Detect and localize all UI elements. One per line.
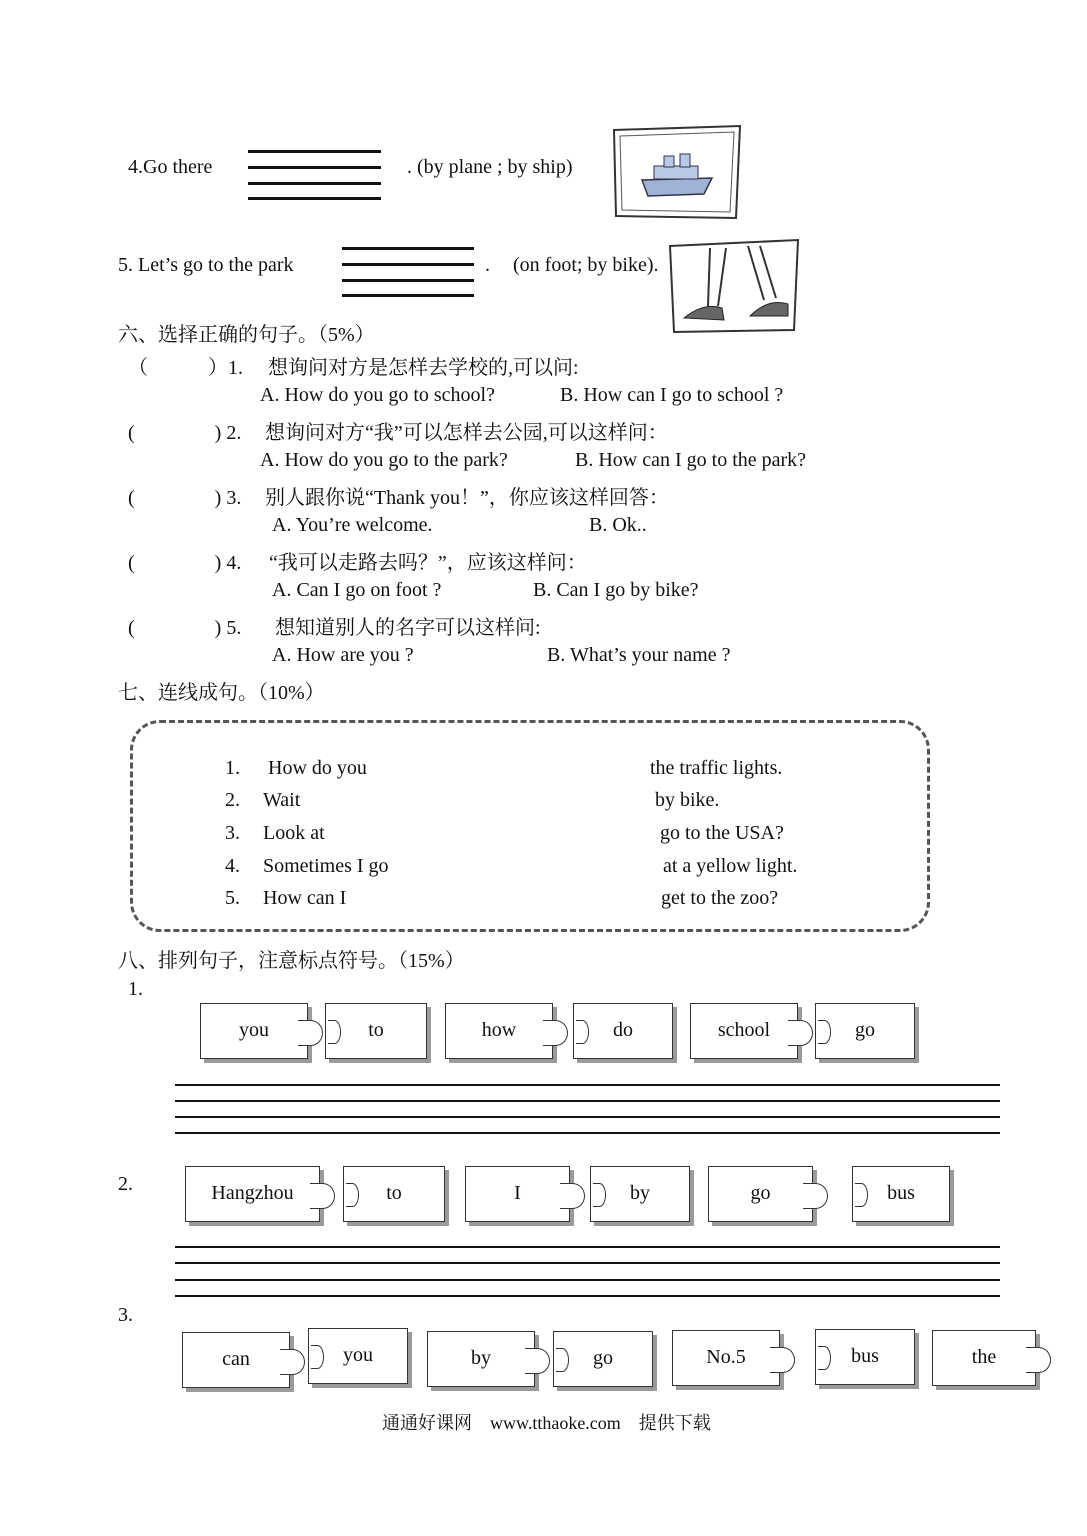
q5-dot: . — [485, 254, 490, 276]
match-left-num: 1. — [225, 757, 240, 779]
part8-q1-num: 1. — [128, 978, 143, 1000]
word-card[interactable]: go — [815, 1003, 915, 1059]
part6-item2-paren[interactable]: ( ) 2. — [128, 422, 242, 444]
match-left-item[interactable]: Wait — [263, 789, 301, 811]
match-right-item[interactable]: by bike. — [655, 789, 720, 811]
part6-item2-option-b: B. How can I go to the park? — [575, 449, 807, 471]
part6-item1-paren[interactable]: （ ）1. — [128, 357, 243, 379]
part8-q3-num: 3. — [118, 1304, 133, 1326]
word-card[interactable]: by — [427, 1331, 535, 1387]
answer-line[interactable] — [248, 197, 381, 200]
part6-item1-option-a: A. How do you go to school? — [260, 384, 495, 406]
writing-line[interactable] — [175, 1116, 1000, 1118]
word-card[interactable]: you — [308, 1328, 408, 1384]
match-left-num: 5. — [225, 887, 240, 909]
match-left-num: 3. — [225, 822, 240, 844]
part6-item3-paren[interactable]: ( ) 3. — [128, 487, 242, 509]
match-right-item[interactable]: get to the zoo? — [661, 887, 779, 909]
match-right-item[interactable]: the traffic lights. — [650, 757, 783, 779]
answer-line[interactable] — [248, 166, 381, 169]
part6-heading: 六、选择正确的句子。（5%） — [118, 324, 375, 346]
part6-item4-option-a: A. Can I go on foot ? — [272, 579, 442, 601]
word-card[interactable]: go — [708, 1166, 813, 1222]
part6-item5-question: 想知道别人的名字可以这样问: — [275, 617, 541, 639]
q5-suffix: (on foot; by bike). — [513, 254, 659, 276]
word-card[interactable]: bus — [815, 1329, 915, 1385]
part6-item5-option-a: A. How are you ? — [272, 644, 414, 666]
match-left-num: 2. — [225, 789, 240, 811]
word-card[interactable]: how — [445, 1003, 553, 1059]
word-card[interactable]: the — [932, 1330, 1036, 1386]
word-card[interactable]: by — [590, 1166, 690, 1222]
part8-heading: 八、排列句子，注意标点符号。（15%） — [118, 950, 465, 972]
part6-item3-option-b: B. Ok.. — [589, 514, 647, 536]
part6-item4-question: “我可以走路去吗？”，应该这样问： — [269, 552, 587, 574]
footer-text: 通通好课网 www.tthaoke.com 提供下载 — [382, 1413, 711, 1433]
part6-item4-option-b: B. Can I go by bike? — [533, 579, 699, 601]
q4-suffix: . (by plane ; by ship) — [407, 156, 573, 178]
part6-item2-option-a: A. How do you go to the park? — [260, 449, 508, 471]
part8-q2-num: 2. — [118, 1173, 133, 1195]
word-card[interactable]: bus — [852, 1166, 950, 1222]
match-left-item[interactable]: How can I — [263, 887, 347, 909]
answer-line[interactable] — [342, 279, 474, 282]
part6-item1-question: 想询问对方是怎样去学校的,可以问: — [268, 357, 579, 379]
word-card[interactable]: No.5 — [672, 1330, 780, 1386]
part6-item5-paren[interactable]: ( ) 5. — [128, 617, 242, 639]
walking-feet-picture — [664, 236, 804, 336]
word-card[interactable]: go — [553, 1331, 653, 1387]
part6-item4-paren[interactable]: ( ) 4. — [128, 552, 242, 574]
part7-heading: 七、连线成句。（10%） — [118, 682, 325, 704]
word-card[interactable]: do — [573, 1003, 673, 1059]
answer-line[interactable] — [248, 182, 381, 185]
writing-line[interactable] — [175, 1100, 1000, 1102]
writing-line[interactable] — [175, 1246, 1000, 1248]
word-card[interactable]: can — [182, 1332, 290, 1388]
match-left-item[interactable]: How do you — [268, 757, 367, 779]
answer-line[interactable] — [342, 263, 474, 266]
part6-item5-option-b: B. What’s your name ? — [547, 644, 731, 666]
matching-box — [130, 720, 930, 932]
writing-line[interactable] — [175, 1132, 1000, 1134]
match-left-item[interactable]: Look at — [263, 822, 325, 844]
word-card[interactable]: school — [690, 1003, 798, 1059]
part6-item3-option-a: A. You’re welcome. — [272, 514, 433, 536]
part6-item1-option-b: B. How can I go to school ? — [560, 384, 784, 406]
word-card[interactable]: to — [325, 1003, 427, 1059]
word-card[interactable]: Hangzhou — [185, 1166, 320, 1222]
match-right-item[interactable]: at a yellow light. — [663, 855, 798, 877]
q4-prefix: 4.Go there — [128, 156, 213, 178]
writing-line[interactable] — [175, 1262, 1000, 1264]
ship-picture — [608, 122, 748, 222]
q5-prefix: 5. Let’s go to the park — [118, 254, 294, 276]
match-left-item[interactable]: Sometimes I go — [263, 855, 389, 877]
part6-item3-question: 别人跟你说“Thank you！”，你应该这样回答： — [265, 487, 669, 509]
part6-item2-question: 想询问对方“我”可以怎样去公园,可以这样问： — [265, 422, 668, 444]
writing-line[interactable] — [175, 1279, 1000, 1281]
word-card[interactable]: I — [465, 1166, 570, 1222]
word-card[interactable]: you — [200, 1003, 308, 1059]
writing-line[interactable] — [175, 1084, 1000, 1086]
word-card[interactable]: to — [343, 1166, 445, 1222]
match-left-num: 4. — [225, 855, 240, 877]
answer-line[interactable] — [342, 294, 474, 297]
match-right-item[interactable]: go to the USA? — [660, 822, 784, 844]
answer-line[interactable] — [248, 150, 381, 153]
writing-line[interactable] — [175, 1295, 1000, 1297]
answer-line[interactable] — [342, 247, 474, 250]
